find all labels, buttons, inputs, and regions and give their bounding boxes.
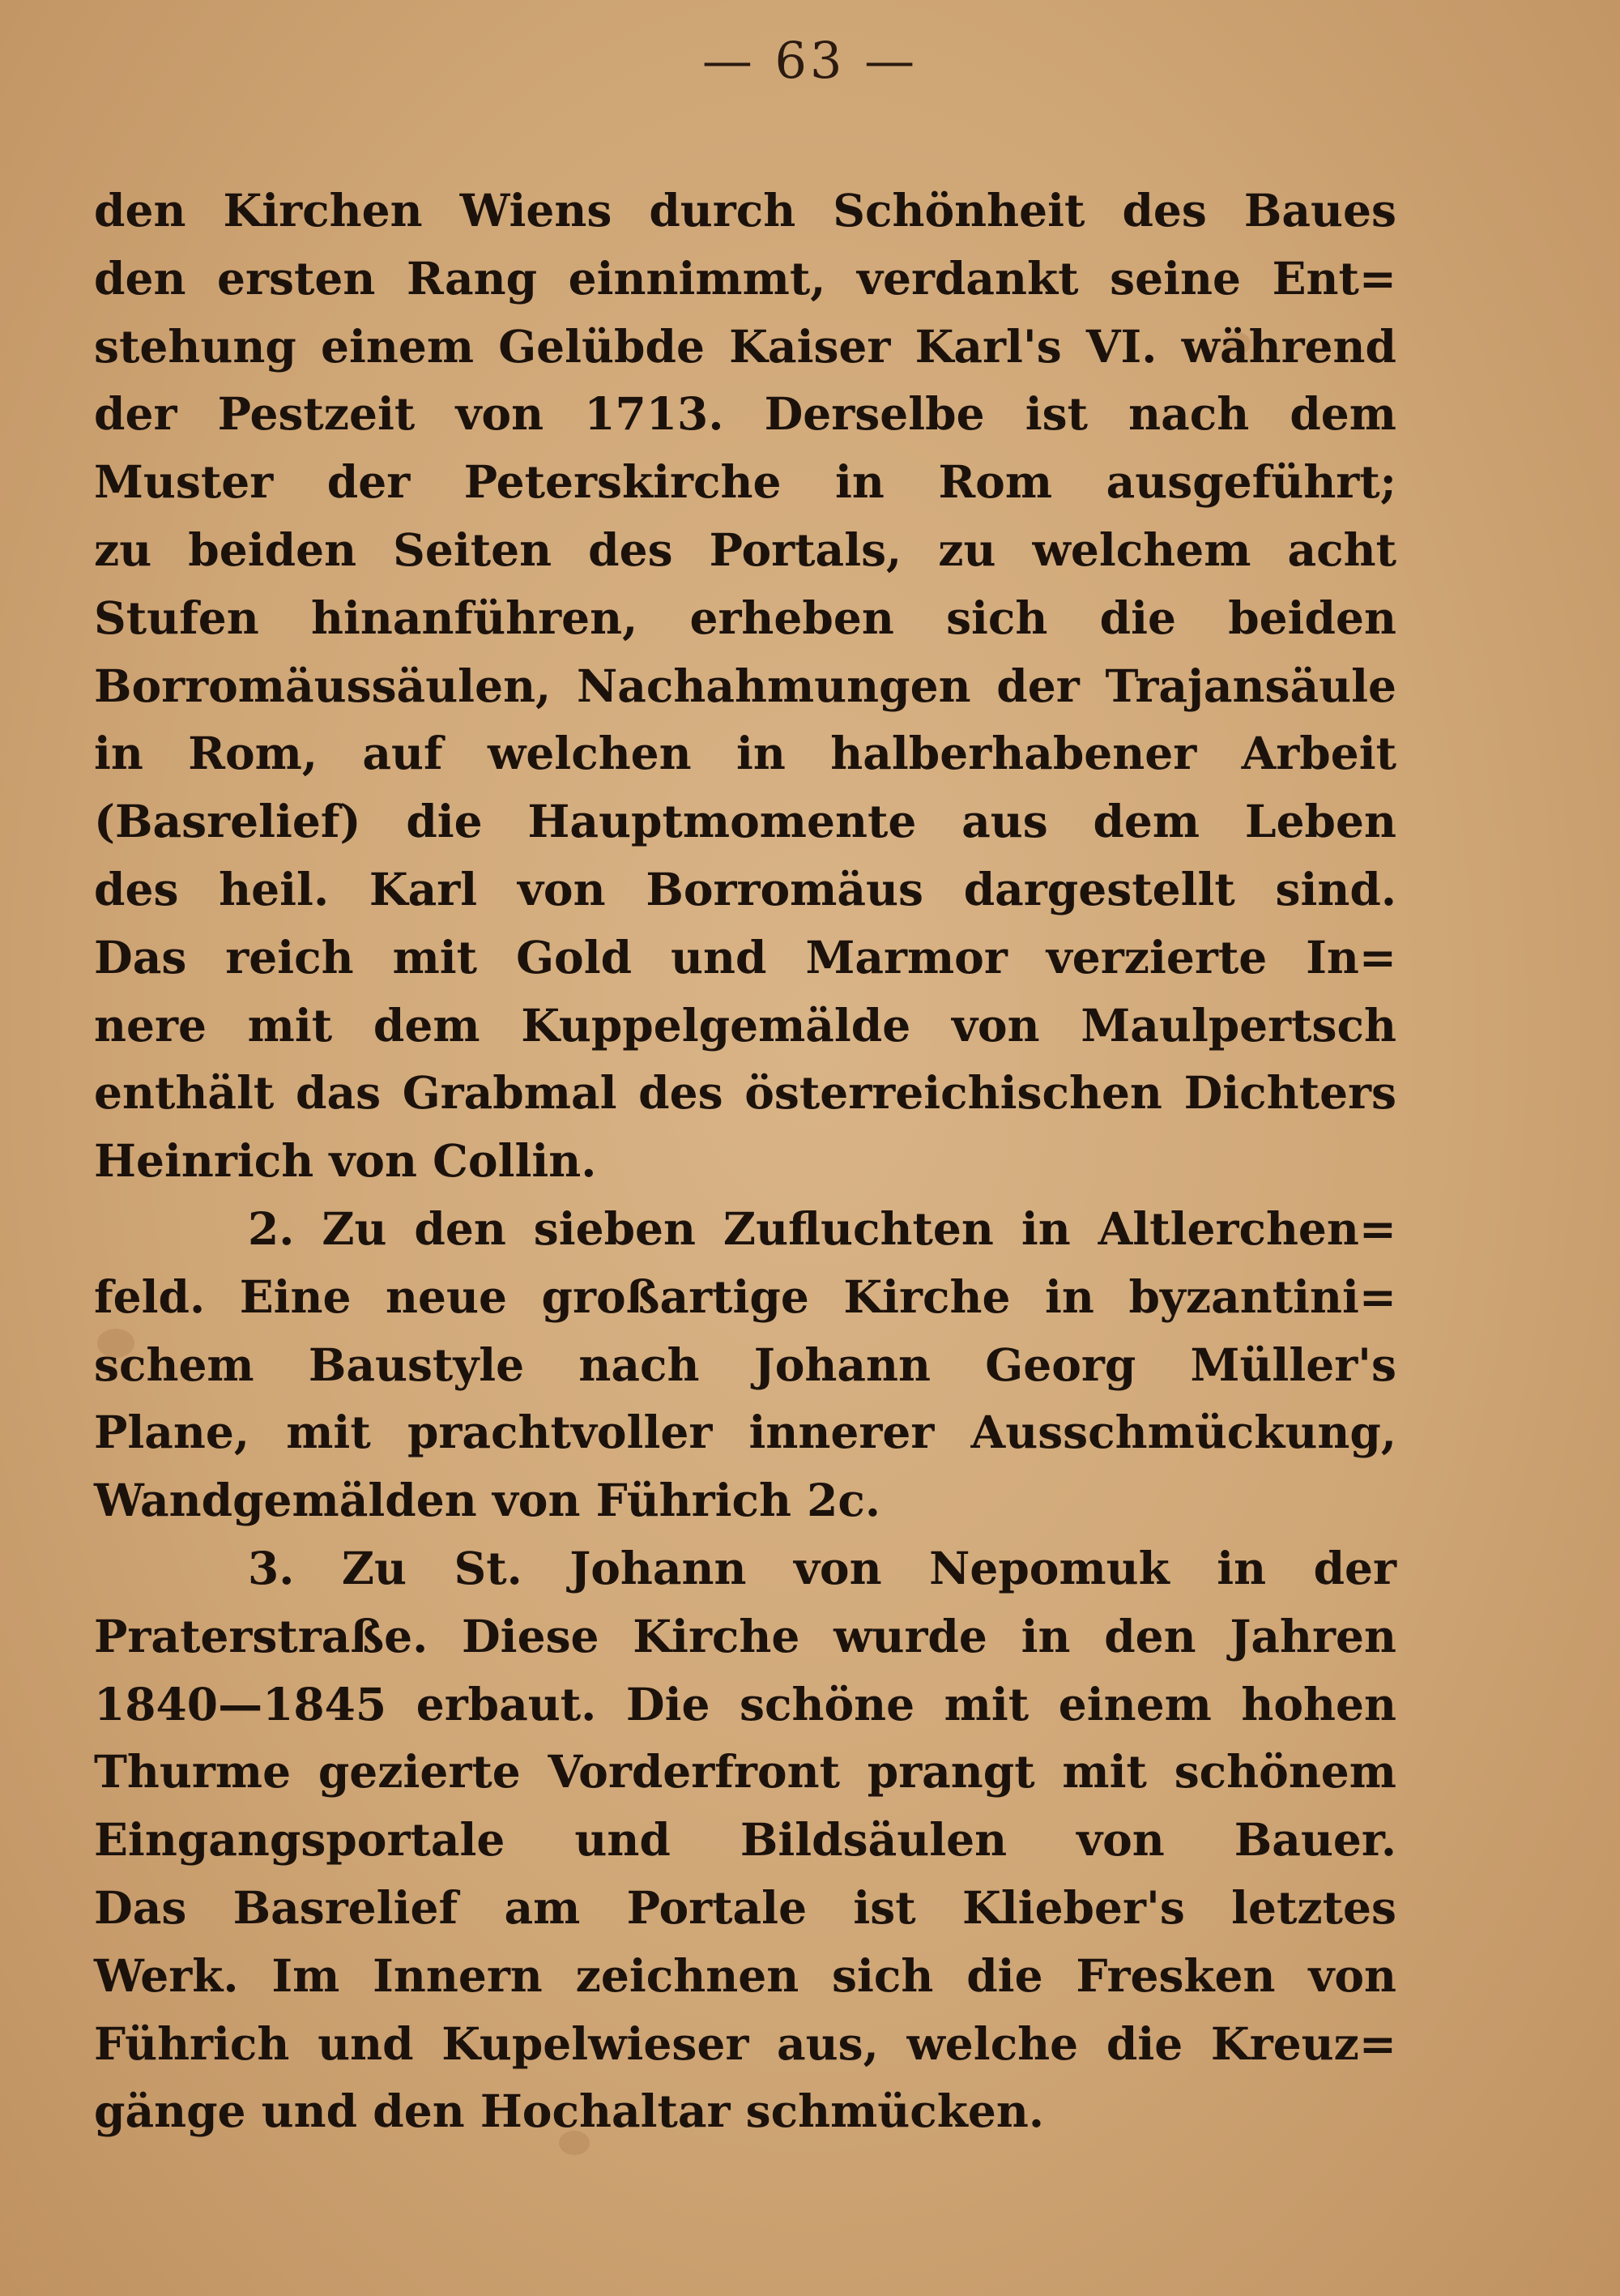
text-line: 2. Zu den sieben Zufluchten in Altlerchen= [248, 1201, 1396, 1255]
text-line: Muster der Peterskirche in Rom ausgeführt; [94, 455, 1396, 509]
text-line: den ersten Rang einnimmt, verdankt seine Ent= [94, 251, 1396, 305]
text-line: den Kirchen Wiens durch Schönheit des Baues [94, 184, 1396, 237]
text-line: zu beiden Seiten des Portals, zu welchem acht [94, 523, 1396, 576]
text-line: Heinrich von Collin. [94, 1134, 597, 1188]
text-line: Wandgemälden von Führich 2c. [94, 1474, 881, 1527]
text-line: Eingangsportale und Bildsäulen von Bauer. [94, 1813, 1396, 1867]
text-line: nere mit dem Kuppelgemälde von Maulpertsch [94, 998, 1396, 1052]
text-line: Führich und Kupelwieser aus, welche die Kreuz= [94, 2016, 1396, 2070]
text-line: der Pestzeit von 1713. Derselbe ist nach dem [94, 387, 1396, 441]
text-line: gänge und den Hochaltar schmücken. [94, 2085, 1045, 2138]
text-line: stehung einem Gelübde Kaiser Karl's VI. während [94, 319, 1396, 373]
text-line: (Basrelief) die Hauptmomente aus dem Leben [94, 795, 1396, 848]
text-line: Plane, mit prachtvoller innerer Ausschmückung, [94, 1406, 1396, 1459]
text-line: Borromäussäulen, Nachahmungen der Trajansäule [94, 659, 1396, 712]
text-line: Thurme gezierte Vorderfront prangt mit schönem [94, 1745, 1396, 1799]
body-text [94, 177, 1396, 2145]
text-line: Stufen hinanführen, erheben sich die beiden [94, 591, 1396, 644]
text-line: schem Baustyle nach Johann Georg Müller's [94, 1338, 1396, 1391]
page-number: — 63 — [701, 31, 919, 90]
text-line: des heil. Karl von Borromäus dargestellt sind. [94, 862, 1396, 915]
text-line: Praterstraße. Diese Kirche wurde in den Jahren [94, 1609, 1396, 1662]
text-line: Das reich mit Gold und Marmor verzierte In= [94, 930, 1396, 984]
text-line: 3. Zu St. Johann von Nepomuk in der [248, 1541, 1396, 1594]
text-line: Das Basrelief am Portale ist Klieber's letztes [94, 1880, 1396, 1934]
text-line: feld. Eine neue großartige Kirche in byzantini= [94, 1270, 1396, 1323]
text-line: Werk. Im Innern zeichnen sich die Fresken von [94, 1948, 1396, 2002]
text-line: 1840—1845 erbaut. Die schöne mit einem hohen [94, 1677, 1396, 1731]
text-line: in Rom, auf welchen in halberhabener Arbeit [94, 727, 1396, 780]
text-line: enthält das Grabmal des österreichischen Dichters [94, 1066, 1396, 1120]
